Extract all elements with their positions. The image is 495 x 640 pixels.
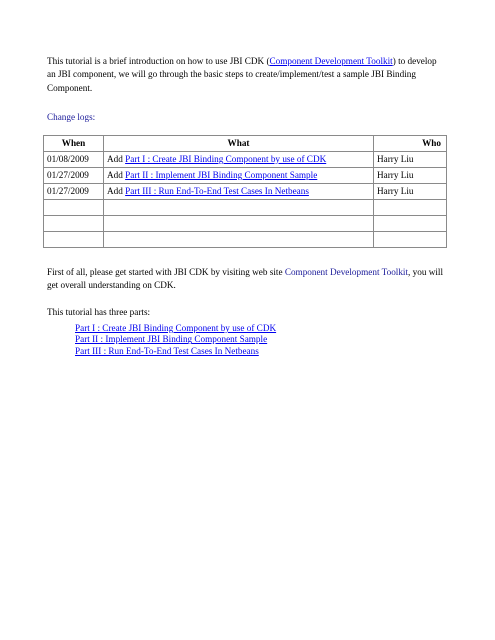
cell-when: 01/27/2009 [44,168,104,184]
getting-started-paragraph [47,266,452,293]
header-when: When [44,136,104,152]
cell-when: 01/08/2009 [44,152,104,168]
empty-cell [44,200,104,216]
header-who: Who [374,136,447,152]
cell-when: 01/27/2009 [44,184,104,200]
cdk-link[interactable]: Component Development Toolkit [269,56,393,66]
part2-link[interactable]: Part II : Implement JBI Binding Component Sample [125,170,318,180]
intro-paragraph [47,55,447,95]
table-header-row [44,136,447,152]
parts-link-3[interactable]: Part III : Run End-To-End Test Cases In Netbeans [75,345,259,356]
change-log-table [43,135,447,248]
table-row [44,152,447,168]
part1-link[interactable]: Part I : Create JBI Binding Component by use of CDK [125,154,327,164]
parts-link-2[interactable]: Part II : Implement JBI Binding Component Sample [75,334,268,345]
empty-cell [104,216,374,232]
part3-link[interactable]: Part III : Run End-To-End Test Cases In Netbeans [125,186,309,196]
empty-cell [104,232,374,248]
cell-what [104,168,374,184]
first-text-after: , you will get overall understanding on CDK. [47,267,444,291]
empty-cell [374,200,447,216]
change-logs-heading: Change logs: [47,112,96,122]
cell-what-prefix: Add [107,186,126,196]
cell-what-prefix: Add [107,154,126,164]
empty-cell [374,232,447,248]
cdk-site-link[interactable]: Component Development Toolkit [284,267,409,277]
cell-who: Harry Liu [374,184,447,200]
empty-cell [374,216,447,232]
first-text-before: First of all, please get started with JBI CDK by visiting web site [47,267,285,277]
cell-what [104,152,374,168]
table-row-empty [44,200,447,216]
empty-cell [44,216,104,232]
table-row [44,168,447,184]
parts-list [75,323,276,357]
empty-cell [104,200,374,216]
intro-text-before: This tutorial is a brief introduction on how to use JBI CDK ( [47,56,270,66]
table-row-empty [44,216,447,232]
parts-link-1[interactable]: Part I : Create JBI Binding Component by use of CDK [75,323,277,333]
intro-text-after: ) to develop an JBI component, we will go through the basic steps to create/implement/test a sample JBI Binding Component. [47,56,437,93]
cell-who: Harry Liu [374,168,447,184]
empty-cell [44,232,104,248]
parts-intro: This tutorial has three parts: [47,307,151,317]
cell-what [104,184,374,200]
header-what: What [104,136,374,152]
table-row [44,184,447,200]
cell-who: Harry Liu [374,152,447,168]
table-row-empty [44,232,447,248]
cell-what-prefix: Add [107,170,126,180]
